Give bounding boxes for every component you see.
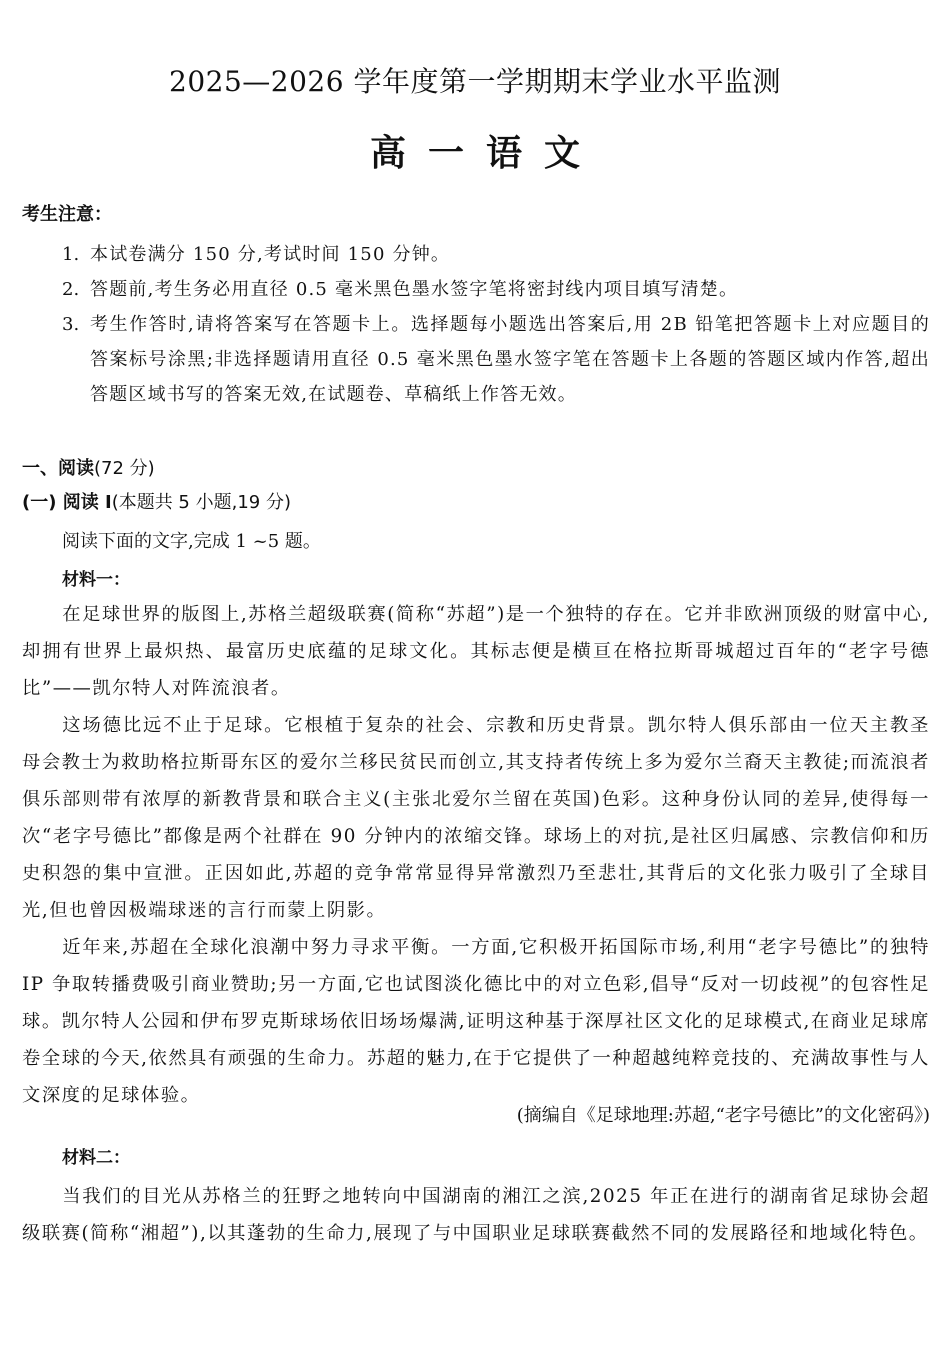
subsection-note: (本题共 5 小题,19 分) (111, 492, 291, 513)
exam-title: 2025—2026 学年度第一学期期末学业水平监测 (169, 65, 781, 98)
subsection-heading (22, 489, 291, 517)
notice-list (62, 237, 930, 412)
paragraph: 在足球世界的版图上,苏格兰超级联赛(简称“苏超”)是一个独特的存在。它并非欧洲顶级的财富中心,却拥有世界上最炽热、最富历史底蕴的足球文化。其标志便是横亘在格拉斯哥城超过百年的“老字号德比”——凯尔特人对阵流浪者。 (22, 604, 930, 699)
material-two-body (22, 1178, 930, 1252)
section-heading (22, 455, 155, 483)
paragraph: 当我们的目光从苏格兰的狂野之地转向中国湖南的湘江之滨,2025 年正在进行的湖南省足球协会超级联赛(简称“湘超”),以其蓬勃的生命力,展现了与中国职业足球联赛截然不同的发展路径和地域化特色。 (22, 1186, 930, 1244)
material-one-label: 材料一： (62, 570, 130, 590)
notice-text: 本试卷满分 150 分,考试时间 150 分钟。 (90, 244, 451, 265)
section-score: (72 分) (94, 458, 155, 479)
notice-text: 答题前,考生务必用直径 0.5 毫米黑色墨水签字笔将密封线内项目填写清楚。 (90, 279, 739, 300)
section-title: 一、阅读 (22, 458, 94, 479)
material-one-source: (摘编自《足球地理:苏超,“老字号德比”的文化密码》) (516, 1105, 930, 1126)
material-one-body (22, 596, 930, 1114)
paragraph: 这场德比远不止于足球。它根植于复杂的社会、宗教和历史背景。凯尔特人俱乐部由一位天主教圣母会教士为救助格拉斯哥东区的爱尔兰移民贫民而创立,其支持者传统上多为爱尔兰裔天主教徒;而流浪者俱乐部则带有浓厚的新教背景和联合主义(主张北爱尔兰留在英国)色彩。这种身份认同的差异,使得每一次“老字号德比”都像是两个社群在 90 分钟内的浓缩交锋。球场上的对抗,是社区归属感、宗教信仰和历史积怨的集中宣泄。正因如此,苏超的竞争常常显得异常激烈乃至悲壮,其背后的文化张力吸引了全球目光,但也曾因极端球迷的言行而蒙上阴影。 (22, 715, 930, 921)
notice-item (62, 272, 930, 307)
material-two-label: 材料二： (62, 1148, 130, 1168)
notice-heading: 考生注意： (22, 204, 112, 225)
notice-item (62, 237, 930, 272)
reading-instruction: 阅读下面的文字,完成 1 ~5 题。 (62, 531, 321, 552)
notice-text: 考生作答时,请将答案写在答题卡上。选择题每小题选出答案后,用 2B 铅笔把答题卡上对应题目的答案标号涂黑;非选择题请用直径 0.5 毫米黑色墨水签字笔在答题卡上各题的答题区域内作答,超出答题区域书写的答案无效,在试题卷、草稿纸上作答无效。 (90, 314, 930, 405)
subject-title: 高一语文 (369, 133, 602, 174)
notice-number: 1. (62, 244, 80, 265)
notice-number: 3. (62, 314, 80, 335)
paragraph: 近年来,苏超在全球化浪潮中努力寻求平衡。一方面,它积极开拓国际市场,利用“老字号德比”的独特 IP 争取转播费吸引商业赞助;另一方面,它也试图淡化德比中的对立色彩,倡导“反对一切歧视”的包容性足球。凯尔特人公园和伊布罗克斯球场依旧场场爆满,证明这种基于深厚社区文化的足球模式,在商业足球席卷全球的今天,依然具有顽强的生命力。苏超的魅力,在于它提供了一种超越纯粹竞技的、充满故事性与人文深度的足球体验。 (22, 937, 930, 1106)
subsection-title: (一) 阅读 Ⅰ (22, 492, 112, 513)
notice-item (62, 307, 930, 412)
notice-number: 2. (62, 279, 80, 300)
